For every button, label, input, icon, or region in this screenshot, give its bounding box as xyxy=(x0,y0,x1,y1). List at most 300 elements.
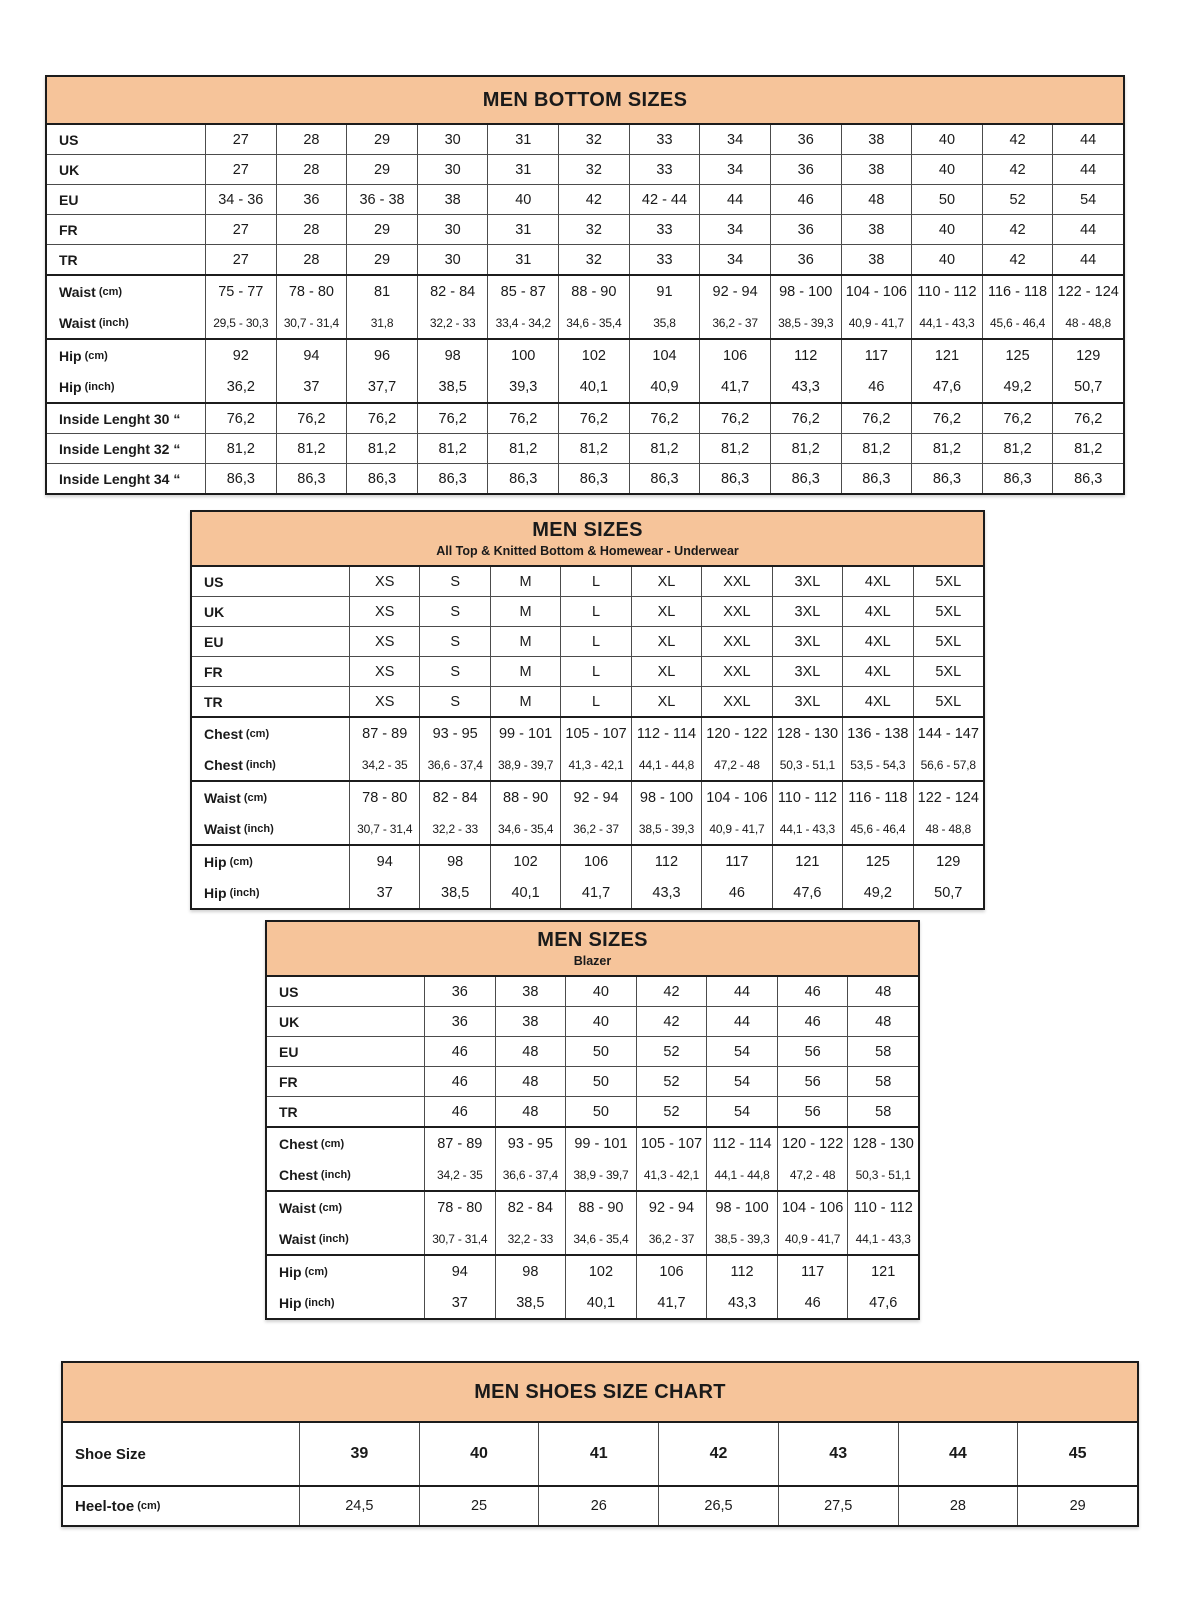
table-cell: 86,3 xyxy=(417,464,488,493)
table-cell: 31 xyxy=(487,125,558,154)
table-row xyxy=(47,404,1123,433)
table-row xyxy=(192,567,983,596)
row-label-text: Hip xyxy=(279,1294,302,1311)
table-section xyxy=(267,1066,918,1096)
row-label-text: TR xyxy=(204,693,223,710)
row-label xyxy=(267,1097,424,1126)
table-cell: 36 xyxy=(424,977,495,1006)
table-cell: 92 - 94 xyxy=(560,782,630,813)
table-cell: 50 xyxy=(565,1037,636,1066)
table-cell: 5XL xyxy=(913,687,983,716)
men-sizes-blazer-body xyxy=(267,977,918,1318)
table-cell: 36 xyxy=(770,215,841,244)
table-cell: 86,3 xyxy=(487,464,558,493)
table-cell: 86,3 xyxy=(1052,464,1123,493)
table-cell: 76,2 xyxy=(276,404,347,433)
table-cell: 5XL xyxy=(913,627,983,656)
row-label-text: UK xyxy=(204,603,225,620)
table-cell: 56,6 - 57,8 xyxy=(913,749,983,780)
table-cell: 76,2 xyxy=(487,404,558,433)
table-row xyxy=(47,464,1123,493)
table-cell: XXL xyxy=(701,657,771,686)
table-cell: 43,3 xyxy=(770,371,841,402)
table-cell: 50,7 xyxy=(1052,371,1123,402)
table-cell: 33 xyxy=(629,245,700,274)
table-row xyxy=(47,276,1123,307)
table-cell: 32,2 - 33 xyxy=(419,813,489,844)
row-label-unit: (cm) xyxy=(229,855,253,868)
row-label-unit: (inch) xyxy=(245,758,276,771)
table-cell: 117 xyxy=(701,846,771,877)
table-cell: 36,2 xyxy=(205,371,276,402)
table-cell: 144 - 147 xyxy=(913,718,983,749)
table-cell: 102 xyxy=(565,1256,636,1287)
table-cell: 99 - 101 xyxy=(490,718,560,749)
table-cell: M xyxy=(490,567,560,596)
men-sizes-tops-table xyxy=(190,510,985,910)
row-label xyxy=(47,155,205,184)
table-cell: 54 xyxy=(706,1067,777,1096)
table-cell: XS xyxy=(349,567,419,596)
row-label-text: US xyxy=(59,131,79,148)
table-cell: 3XL xyxy=(772,597,842,626)
table-cell: 30,7 - 31,4 xyxy=(276,307,347,338)
table-cell: 52 xyxy=(636,1097,707,1126)
table-cell: 104 xyxy=(629,340,700,371)
table-section xyxy=(47,125,1123,154)
table-cell: 38,5 - 39,3 xyxy=(631,813,701,844)
table-cell: 44,1 - 43,3 xyxy=(772,813,842,844)
table-cell: 86,3 xyxy=(770,464,841,493)
table-cell: 82 - 84 xyxy=(417,276,488,307)
row-label-unit: (cm) xyxy=(245,727,270,740)
table-cell: 110 - 112 xyxy=(911,276,982,307)
table-cell: 106 xyxy=(560,846,630,877)
table-cell: 43 xyxy=(778,1423,898,1485)
row-label-unit: (inch) xyxy=(243,822,274,835)
table-cell: 28 xyxy=(276,215,347,244)
table-cell: 36 xyxy=(424,1007,495,1036)
row-label-unit: (inch) xyxy=(84,380,115,393)
table-cell: 47,2 - 48 xyxy=(777,1159,848,1190)
table-cell: XXL xyxy=(701,597,771,626)
table-cell: 40 xyxy=(565,1007,636,1036)
table-cell: 36,6 - 37,4 xyxy=(495,1159,566,1190)
table-cell: M xyxy=(490,657,560,686)
row-label xyxy=(47,371,205,402)
table-cell: 40 xyxy=(911,215,982,244)
table-cell: 86,3 xyxy=(982,464,1053,493)
table-cell: 86,3 xyxy=(841,464,912,493)
table-cell: L xyxy=(560,597,630,626)
table-cell: 47,2 - 48 xyxy=(701,749,771,780)
row-label-text: Chest xyxy=(279,1135,318,1152)
table-cell: 76,2 xyxy=(770,404,841,433)
table-row xyxy=(47,215,1123,244)
table-section xyxy=(47,184,1123,214)
table-cell: S xyxy=(419,597,489,626)
table-section xyxy=(47,402,1123,433)
table-cell: 37 xyxy=(424,1287,495,1318)
table-cell: 81,2 xyxy=(911,434,982,463)
row-label xyxy=(267,1223,424,1254)
row-label xyxy=(192,627,349,656)
table-cell: 106 xyxy=(636,1256,707,1287)
table-cell: 38 xyxy=(841,155,912,184)
table-cell: 40,9 - 41,7 xyxy=(701,813,771,844)
table-cell: 31 xyxy=(487,155,558,184)
row-label xyxy=(267,1128,424,1159)
table-cell: 34,6 - 35,4 xyxy=(565,1223,636,1254)
table-cell: 100 xyxy=(487,340,558,371)
table-cell: 28 xyxy=(276,155,347,184)
row-label-text: Inside Lenght 34 “ xyxy=(59,470,181,487)
table-section xyxy=(47,463,1123,493)
row-label xyxy=(192,567,349,596)
table-cell: 34,6 - 35,4 xyxy=(490,813,560,844)
table-cell: 41,7 xyxy=(636,1287,707,1318)
table-cell: 105 - 107 xyxy=(560,718,630,749)
row-label-text: EU xyxy=(279,1043,299,1060)
table-cell: 92 - 94 xyxy=(699,276,770,307)
row-label-text: Waist xyxy=(279,1199,316,1216)
table-cell: 46 xyxy=(777,1287,848,1318)
table-cell: 42 xyxy=(658,1423,778,1485)
table-cell: 42 - 44 xyxy=(629,185,700,214)
table-cell: 116 - 118 xyxy=(982,276,1053,307)
table-cell: 85 - 87 xyxy=(487,276,558,307)
table-cell: 129 xyxy=(913,846,983,877)
row-label-text: Shoe Size xyxy=(75,1445,146,1463)
table-section xyxy=(267,1096,918,1126)
table-cell: 38,5 - 39,3 xyxy=(706,1223,777,1254)
table-cell: 27 xyxy=(205,245,276,274)
table-cell: 81,2 xyxy=(205,434,276,463)
table-cell: 37 xyxy=(276,371,347,402)
table-cell: L xyxy=(560,687,630,716)
table-row xyxy=(192,749,983,780)
table-cell: 48 xyxy=(841,185,912,214)
table-cell: 32 xyxy=(558,215,629,244)
table-cell: 122 - 124 xyxy=(913,782,983,813)
table-cell: 75 - 77 xyxy=(205,276,276,307)
table-cell: 44 xyxy=(1052,155,1123,184)
table-cell: 36 xyxy=(770,245,841,274)
table-cell: XXL xyxy=(701,627,771,656)
row-label-text: Heel-toe xyxy=(75,1497,135,1515)
table-cell: 32 xyxy=(558,155,629,184)
table-cell: 96 xyxy=(346,340,417,371)
table-section xyxy=(192,716,983,780)
table-cell: 76,2 xyxy=(558,404,629,433)
table-cell: 34,2 - 35 xyxy=(424,1159,495,1190)
row-label-text: Waist xyxy=(59,283,96,300)
table-cell: 3XL xyxy=(772,657,842,686)
table-cell: 98 - 100 xyxy=(770,276,841,307)
table-section xyxy=(192,626,983,656)
row-label-unit: (cm) xyxy=(98,285,123,298)
table-cell: 50 xyxy=(565,1097,636,1126)
table-cell: 3XL xyxy=(772,687,842,716)
table-row xyxy=(267,1223,918,1254)
row-label xyxy=(47,434,205,463)
table-cell: 32 xyxy=(558,245,629,274)
row-label-text: Inside Lenght 32 “ xyxy=(59,440,181,457)
table-cell: 81,2 xyxy=(346,434,417,463)
row-label xyxy=(192,813,349,844)
table-cell: M xyxy=(490,627,560,656)
table-cell: XXL xyxy=(701,567,771,596)
table-cell: 38 xyxy=(495,1007,566,1036)
row-label-unit: (inch) xyxy=(98,316,129,329)
table-cell: 56 xyxy=(777,1097,848,1126)
table-cell: 82 - 84 xyxy=(495,1192,566,1223)
table-cell: 34 xyxy=(699,245,770,274)
table-cell: 105 - 107 xyxy=(636,1128,707,1159)
table-cell: 54 xyxy=(706,1037,777,1066)
table-cell: 54 xyxy=(1052,185,1123,214)
table-cell: 81,2 xyxy=(841,434,912,463)
table-row xyxy=(192,846,983,877)
table-cell: 28 xyxy=(898,1487,1018,1525)
table-section xyxy=(47,338,1123,402)
row-label-text: Chest xyxy=(279,1166,318,1183)
table-cell: 98 xyxy=(419,846,489,877)
row-label-unit: (inch) xyxy=(229,886,260,899)
table-cell: XL xyxy=(631,567,701,596)
table-cell: 30 xyxy=(417,245,488,274)
table-cell: S xyxy=(419,567,489,596)
row-label-text: Hip xyxy=(204,853,227,870)
table-cell: 41,3 - 42,1 xyxy=(560,749,630,780)
table-cell: 39 xyxy=(299,1423,419,1485)
table-cell: 76,2 xyxy=(911,404,982,433)
table-cell: 116 - 118 xyxy=(842,782,912,813)
table-cell: 36 - 38 xyxy=(346,185,417,214)
table-cell: 125 xyxy=(982,340,1053,371)
table-cell: 93 - 95 xyxy=(419,718,489,749)
table-cell: 31 xyxy=(487,215,558,244)
table-cell: 30,7 - 31,4 xyxy=(349,813,419,844)
row-label-text: TR xyxy=(279,1103,298,1120)
row-label xyxy=(47,245,205,274)
table-cell: 38 xyxy=(841,125,912,154)
table-cell: 29 xyxy=(346,155,417,184)
table-cell: 48 xyxy=(495,1097,566,1126)
table-cell: 37 xyxy=(349,877,419,908)
table-cell: 86,3 xyxy=(699,464,770,493)
men-shoes-size-chart-body xyxy=(63,1423,1137,1525)
table-cell: 46 xyxy=(841,371,912,402)
table-cell: 86,3 xyxy=(346,464,417,493)
table-row xyxy=(267,1159,918,1190)
table-cell: 50,3 - 51,1 xyxy=(847,1159,918,1190)
row-label-unit: (inch) xyxy=(320,1168,351,1181)
table-cell: 86,3 xyxy=(911,464,982,493)
table-cell: 81,2 xyxy=(699,434,770,463)
table-cell: 121 xyxy=(847,1256,918,1287)
table-cell: 30 xyxy=(417,155,488,184)
men-sizes-blazer-header xyxy=(267,922,918,977)
table-cell: 48 xyxy=(495,1037,566,1066)
table-cell: 110 - 112 xyxy=(847,1192,918,1223)
row-label xyxy=(47,340,205,371)
table-cell: 36 xyxy=(770,155,841,184)
table-cell: 104 - 106 xyxy=(841,276,912,307)
table-cell: 42 xyxy=(982,155,1053,184)
row-label xyxy=(267,1007,424,1036)
table-cell: 24,5 xyxy=(299,1487,419,1525)
table-cell: S xyxy=(419,687,489,716)
table-cell: 86,3 xyxy=(205,464,276,493)
table-section xyxy=(63,1423,1137,1485)
table-row xyxy=(267,1128,918,1159)
table-cell: 3XL xyxy=(772,627,842,656)
table-row xyxy=(192,627,983,656)
table-cell: 50 xyxy=(911,185,982,214)
table-cell: 30,7 - 31,4 xyxy=(424,1223,495,1254)
table-cell: 40 xyxy=(911,125,982,154)
table-cell: 98 xyxy=(495,1256,566,1287)
table-section xyxy=(267,1036,918,1066)
table-cell: 29 xyxy=(1017,1487,1137,1525)
table-row xyxy=(267,1097,918,1126)
row-label xyxy=(47,307,205,338)
table-cell: 58 xyxy=(847,1097,918,1126)
row-label-unit: (inch) xyxy=(318,1232,349,1245)
table-row xyxy=(192,657,983,686)
table-cell: 76,2 xyxy=(841,404,912,433)
row-label xyxy=(192,657,349,686)
row-label-text: US xyxy=(279,983,299,1000)
table-cell: 94 xyxy=(424,1256,495,1287)
table-cell: 112 xyxy=(706,1256,777,1287)
table-cell: 52 xyxy=(636,1067,707,1096)
table-cell: 50 xyxy=(565,1067,636,1096)
table-row xyxy=(47,125,1123,154)
table-cell: 36,2 - 37 xyxy=(699,307,770,338)
row-label-text: FR xyxy=(204,663,223,680)
table-section xyxy=(267,1006,918,1036)
row-label xyxy=(47,185,205,214)
table-cell: 48 xyxy=(847,977,918,1006)
table-cell: 46 xyxy=(777,977,848,1006)
table-cell: 94 xyxy=(276,340,347,371)
table-cell: 129 xyxy=(1052,340,1123,371)
row-label xyxy=(267,1192,424,1223)
table-cell: 40 xyxy=(487,185,558,214)
table-cell: 104 - 106 xyxy=(701,782,771,813)
table-cell: 58 xyxy=(847,1067,918,1096)
table-cell: 48 - 48,8 xyxy=(913,813,983,844)
row-label xyxy=(267,1287,424,1318)
men-sizes-blazer-table xyxy=(265,920,920,1320)
table-cell: 98 - 100 xyxy=(631,782,701,813)
table-cell: XXL xyxy=(701,687,771,716)
row-label-unit: (cm) xyxy=(320,1137,345,1150)
table-cell: 38 xyxy=(417,185,488,214)
table-cell: 91 xyxy=(629,276,700,307)
table-cell: 121 xyxy=(772,846,842,877)
table-cell: 27 xyxy=(205,155,276,184)
table-cell: 40,1 xyxy=(558,371,629,402)
table-cell: 81,2 xyxy=(487,434,558,463)
table-cell: 46 xyxy=(424,1067,495,1096)
table-cell: 88 - 90 xyxy=(558,276,629,307)
table-cell: 44 xyxy=(1052,215,1123,244)
table-cell: 76,2 xyxy=(205,404,276,433)
table-cell: 46 xyxy=(424,1037,495,1066)
table-cell: 44 xyxy=(706,1007,777,1036)
row-label-text: EU xyxy=(204,633,224,650)
table-cell: 81,2 xyxy=(558,434,629,463)
table-cell: 76,2 xyxy=(629,404,700,433)
table-cell: 121 xyxy=(911,340,982,371)
table-cell: 76,2 xyxy=(417,404,488,433)
table-cell: 26,5 xyxy=(658,1487,778,1525)
table-cell: 88 - 90 xyxy=(490,782,560,813)
row-label xyxy=(267,1159,424,1190)
table-cell: 112 xyxy=(631,846,701,877)
table-cell: 44,1 - 43,3 xyxy=(911,307,982,338)
men-bottom-sizes-body xyxy=(47,125,1123,493)
table-cell: 120 - 122 xyxy=(701,718,771,749)
table-cell: 117 xyxy=(841,340,912,371)
table-cell: 4XL xyxy=(842,627,912,656)
table-cell: 47,6 xyxy=(772,877,842,908)
table-cell: 33 xyxy=(629,155,700,184)
table-cell: 26 xyxy=(538,1487,658,1525)
table-subtitle: Blazer xyxy=(573,954,612,968)
table-row xyxy=(47,371,1123,402)
table-cell: 38 xyxy=(841,215,912,244)
table-cell: 5XL xyxy=(913,567,983,596)
men-bottom-sizes-header xyxy=(47,77,1123,125)
table-cell: 47,6 xyxy=(911,371,982,402)
table-cell: 48 xyxy=(495,1067,566,1096)
table-cell: 54 xyxy=(706,1097,777,1126)
table-cell: 34,6 - 35,4 xyxy=(558,307,629,338)
table-cell: 40,9 - 41,7 xyxy=(777,1223,848,1254)
table-cell: 94 xyxy=(349,846,419,877)
table-cell: 99 - 101 xyxy=(565,1128,636,1159)
row-label-text: Inside Lenght 30 “ xyxy=(59,410,181,427)
table-cell: 46 xyxy=(770,185,841,214)
row-label xyxy=(192,749,349,780)
table-cell: 86,3 xyxy=(276,464,347,493)
table-row xyxy=(267,1192,918,1223)
row-label-text: Hip xyxy=(59,347,82,364)
table-cell: 117 xyxy=(777,1256,848,1287)
table-cell: XL xyxy=(631,627,701,656)
men-shoes-size-chart-table xyxy=(61,1361,1139,1527)
table-cell: 98 xyxy=(417,340,488,371)
row-label-text: Chest xyxy=(204,756,243,773)
table-section xyxy=(192,656,983,686)
table-cell: 44,1 - 44,8 xyxy=(631,749,701,780)
table-cell: 38 xyxy=(841,245,912,274)
table-cell: 27 xyxy=(205,215,276,244)
table-cell: 31 xyxy=(487,245,558,274)
table-section xyxy=(192,567,983,596)
table-cell: 37,7 xyxy=(346,371,417,402)
table-cell: XL xyxy=(631,597,701,626)
table-cell: 4XL xyxy=(842,657,912,686)
table-cell: 76,2 xyxy=(982,404,1053,433)
row-label xyxy=(63,1487,299,1525)
table-cell: 30 xyxy=(417,215,488,244)
table-cell: 125 xyxy=(842,846,912,877)
